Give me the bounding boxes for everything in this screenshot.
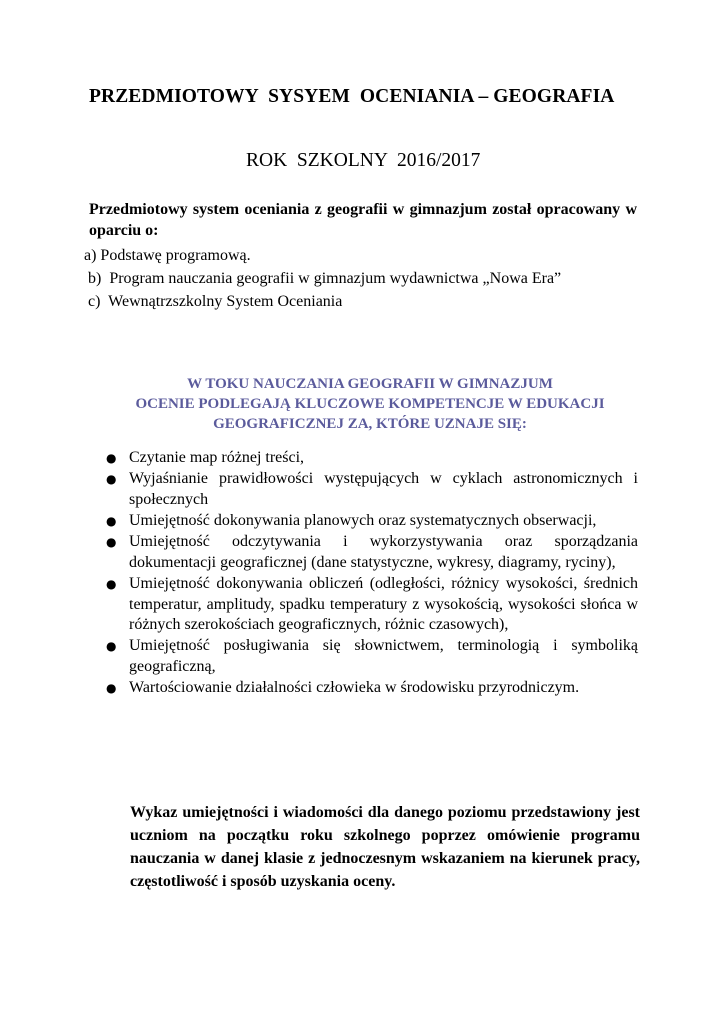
list-item-text: Umiejętność dokonywania obliczeń (odległości, różnicy wysokości, średnich temperatur, amplitudy, spadku temperatury z wysokością, wysokości słońca w różnych szerokościach geograficznych, różnic czasowych), bbox=[129, 574, 638, 634]
bullet-icon: ● bbox=[106, 639, 117, 654]
list-item bbox=[106, 678, 638, 699]
heading-line: W TOKU NAUCZANIA GEOGRAFII W GIMNAZJUM bbox=[187, 376, 553, 392]
list-item-text: Czytanie map różnej treści, bbox=[129, 449, 305, 466]
list-item bbox=[106, 511, 638, 532]
list-item bbox=[106, 448, 638, 469]
list-item-text: Wyjaśnianie prawidłowości występujących w cyklach astronomicznych i społecznych bbox=[129, 470, 638, 508]
heading-line: OCENIE PODLEGAJĄ KLUCZOWE KOMPETENCJE W EDUKACJI bbox=[135, 396, 605, 412]
bullet-icon: ● bbox=[106, 472, 117, 487]
bullet-icon: ● bbox=[106, 681, 117, 696]
competencies-heading bbox=[100, 374, 640, 434]
document-title: PRZEDMIOTOWY SYSYEM OCENIANIA – GEOGRAFIA bbox=[89, 86, 615, 107]
basis-list bbox=[84, 244, 561, 313]
list-item-text: Umiejętność odczytywania i wykorzystywania oraz sporządzania dokumentacji geograficznej (dane statystyczne, wykresy, diagramy, ryciny), bbox=[129, 533, 638, 571]
heading-line: GEOGRAFICZNEJ ZA, KTÓRE UZNAJE SIĘ: bbox=[213, 416, 527, 432]
intro-paragraph: Przedmiotowy system oceniania z geografii w gimnazjum został opracowany w oparciu o: bbox=[89, 201, 637, 239]
skills-list bbox=[106, 448, 638, 699]
list-item-text: Umiejętność posługiwania się słownictwem, terminologią i symboliką geograficzną, bbox=[129, 637, 638, 675]
basis-item: c) Wewnątrzszkolny System Oceniania bbox=[84, 293, 343, 310]
basis-item: a) Podstawę programową. bbox=[84, 247, 251, 264]
basis-item: b) Program nauczania geografii w gimnazjum wydawnictwa „Nowa Era” bbox=[84, 270, 562, 287]
bullet-icon: ● bbox=[106, 535, 117, 550]
summary-paragraph: Wykaz umiejętności i wiadomości dla danego poziomu przedstawiony jest uczniom na początku roku szkolnego poprzez omówienie programu nauczania w danej klasie z jednoczesnym wskazaniem na kierunek pracy, częstotliwość i sposób uzyskania oceny. bbox=[130, 804, 640, 890]
list-item bbox=[106, 469, 638, 510]
list-item-text: Umiejętność dokonywania planowych oraz systematycznych obserwacji, bbox=[129, 511, 597, 529]
list-item bbox=[106, 532, 638, 573]
list-item-text: Wartościowanie działalności człowieka w środowisku przyrodniczym. bbox=[129, 679, 580, 697]
bullet-icon: ● bbox=[106, 576, 117, 591]
list-item bbox=[106, 574, 638, 636]
bullet-icon: ● bbox=[106, 513, 117, 528]
list-item bbox=[106, 636, 638, 677]
bullet-icon: ● bbox=[106, 451, 117, 465]
school-year: ROK SZKOLNY 2016/2017 bbox=[246, 150, 481, 171]
